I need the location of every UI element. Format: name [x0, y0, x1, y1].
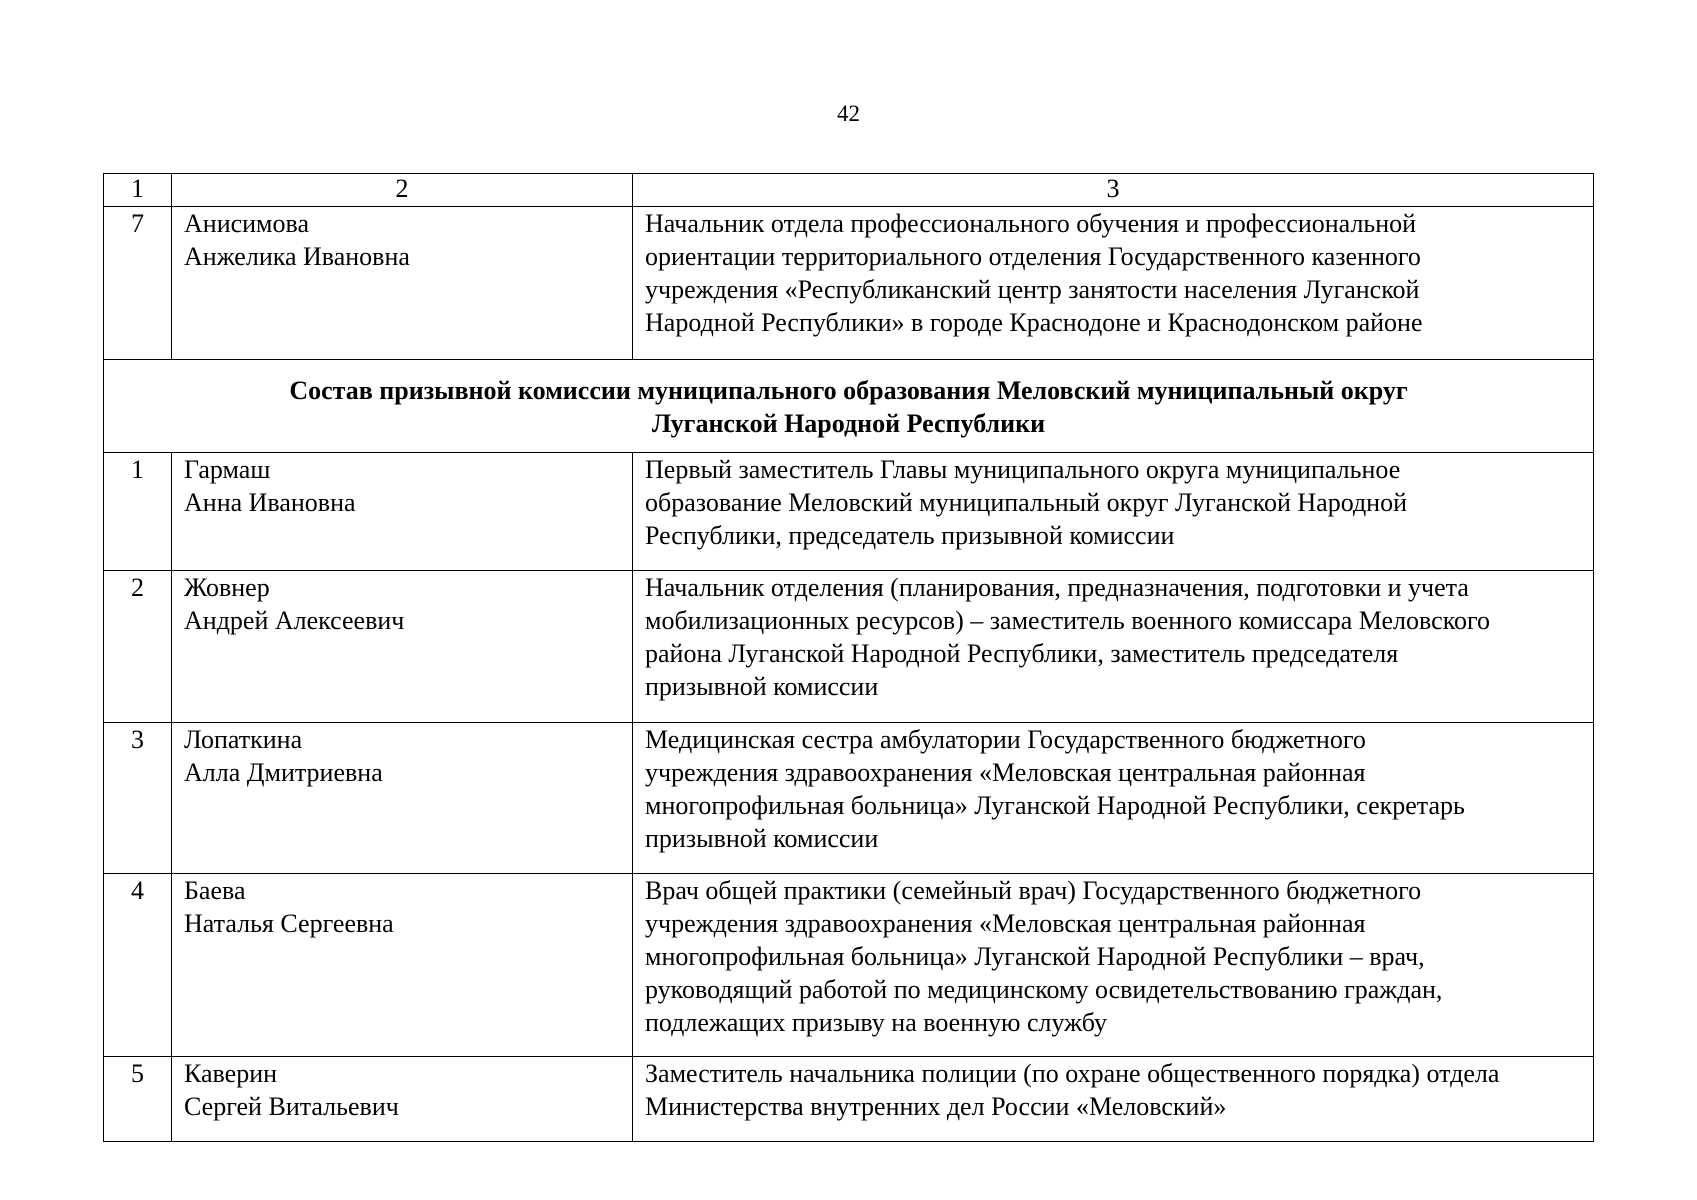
given-names: Наталья Сергеевна: [184, 909, 394, 938]
row-number: 7: [104, 207, 172, 360]
member-position: [633, 453, 1594, 571]
header-col-1: 1: [104, 174, 172, 207]
given-names: Андрей Алексеевич: [184, 606, 405, 635]
table-row: [104, 874, 1594, 1057]
member-name: [172, 453, 633, 571]
member-name: [172, 1057, 633, 1142]
position-line: многопрофильная больница» Луганской Народной Республики – врач,: [645, 942, 1425, 971]
member-name: [172, 571, 633, 723]
position-line: Начальник отделения (планирования, предназначения, подготовки и учета: [645, 573, 1469, 602]
position-line: образование Меловский муниципальный округ Луганской Народной: [645, 488, 1408, 517]
member-position: [633, 207, 1594, 360]
header-col-2: 2: [172, 174, 633, 207]
given-names: Алла Дмитриевна: [184, 758, 383, 787]
position-line: Народной Республики» в городе Краснодоне и Краснодонском районе: [645, 308, 1423, 337]
position-line: мобилизационных ресурсов) – заместитель военного комиссара Меловского: [645, 606, 1491, 635]
table-row: [104, 571, 1594, 723]
member-position: [633, 723, 1594, 874]
position-line: учреждения «Республиканский центр занятости населения Луганской: [645, 275, 1420, 304]
surname: Анисимова: [184, 209, 309, 238]
section-heading-row: [104, 360, 1594, 453]
table-header-row: [104, 174, 1594, 207]
position-line: района Луганской Народной Республики, заместитель председателя: [645, 639, 1399, 668]
page-number: 42: [837, 101, 860, 126]
position-line: подлежащих призыву на военную службу: [645, 1008, 1107, 1037]
surname: Лопаткина: [184, 725, 303, 754]
position-line: учреждения здравоохранения «Меловская центральная районная: [645, 758, 1366, 787]
position-line: Врач общей практики (семейный врач) Государственного бюджетного: [645, 876, 1422, 905]
member-position: [633, 874, 1594, 1057]
member-position: [633, 571, 1594, 723]
position-line: призывной комиссии: [645, 824, 879, 853]
row-number: 1: [104, 453, 172, 571]
given-names: Сергей Витальевич: [184, 1092, 399, 1121]
surname: Гармаш: [184, 455, 271, 484]
position-line: учреждения здравоохранения «Меловская центральная районная: [645, 909, 1366, 938]
member-name: [172, 207, 633, 360]
position-line: многопрофильная больница» Луганской Народной Республики, секретарь: [645, 791, 1465, 820]
position-line: Министерства внутренних дел России «Меловский»: [645, 1092, 1227, 1121]
position-line: руководящий работой по медицинскому освидетельствованию граждан,: [645, 975, 1443, 1004]
position-line: Первый заместитель Главы муниципального округа муниципальное: [645, 455, 1401, 484]
members-table: [103, 173, 1594, 1142]
position-line: Начальник отдела профессионального обучения и профессиональной: [645, 209, 1417, 238]
table-row: [104, 453, 1594, 571]
header-col-3: 3: [633, 174, 1594, 207]
member-name: [172, 874, 633, 1057]
member-position: [633, 1057, 1594, 1142]
table-row: [104, 207, 1594, 360]
surname: Каверин: [184, 1059, 278, 1088]
position-line: Республики, председатель призывной комиссии: [645, 521, 1175, 550]
row-number: 5: [104, 1057, 172, 1142]
section-title-line: Состав призывной комиссии муниципального образования Меловский муниципальный округ: [289, 376, 1408, 405]
section-title-line: Луганской Народной Республики: [651, 409, 1046, 438]
table-row: [104, 1057, 1594, 1142]
table-row: [104, 723, 1594, 874]
given-names: Анжелика Ивановна: [184, 242, 410, 271]
position-line: ориентации территориального отделения Государственного казенного: [645, 242, 1421, 271]
surname: Баева: [184, 876, 246, 905]
row-number: 2: [104, 571, 172, 723]
given-names: Анна Ивановна: [184, 488, 356, 517]
section-title: [104, 360, 1594, 453]
row-number: 4: [104, 874, 172, 1057]
position-line: Медицинская сестра амбулатории Государственного бюджетного: [645, 725, 1366, 754]
surname: Жовнер: [184, 573, 270, 602]
position-line: Заместитель начальника полиции (по охране общественного порядка) отдела: [645, 1059, 1500, 1088]
position-line: призывной комиссии: [645, 672, 879, 701]
row-number: 3: [104, 723, 172, 874]
member-name: [172, 723, 633, 874]
